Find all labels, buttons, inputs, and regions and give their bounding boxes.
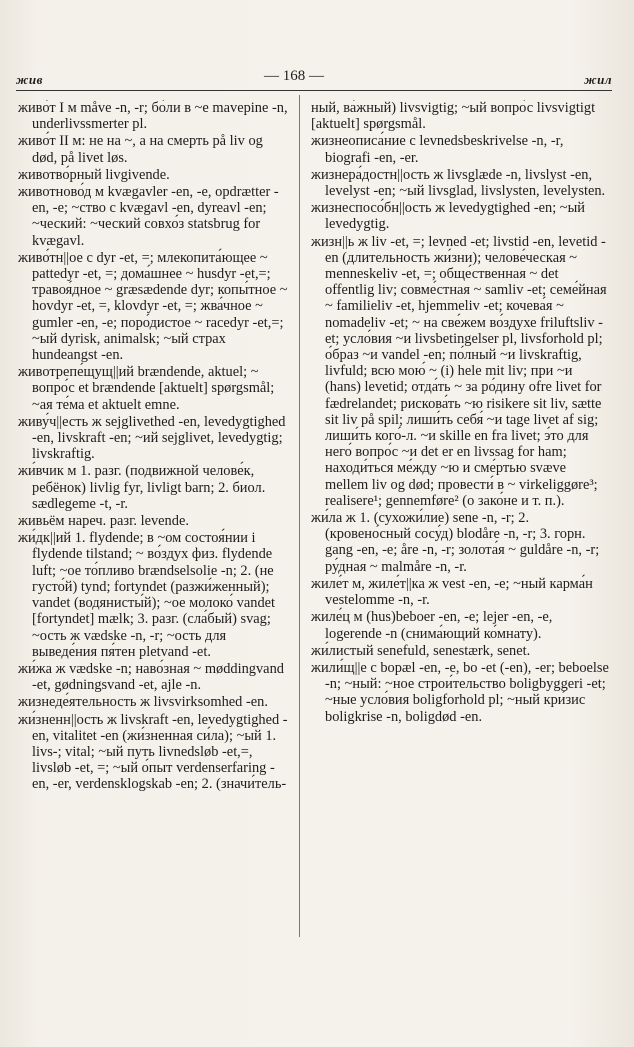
dictionary-entry: живу́ч||есть ж sejglivethed -en, levedygtighed -en, livskraft -en; ~ий sejglivet, levedygtig; livskraftig. <box>18 413 286 463</box>
dictionary-entry: жили́щ||е с bopæl -en, -e, bo -et (-en), -er; beboelse -n; ~ный: ~ное строи́тельство boligbyggeri -et; ~ные усло́вия boligforhold pl; ~ный кри́зис boligkrise -n, boligdød -en. <box>311 659 609 725</box>
dictionary-entry: жи́зненн||ость ж livskraft -en, levedygtighed -en, vitalitet -en (жи́зненная си́ла); ~ый 1. livs-; vital; ~ый путь livnedsløb -et,=, livsløb -et, =; ~ый о́пыт verdenserfaring -en, -er, verdensklogskab -en; 2. (значи́тель- <box>18 711 288 793</box>
dictionary-entry: живьём нареч. разг. levende. <box>18 513 189 530</box>
dictionary-entry: жизнера́достн||ость ж livsglæde -n, livslyst -en, levelyst -en; ~ый livsglad, livslysten, levelysten. <box>311 166 606 200</box>
right-running-headword: жил <box>584 72 612 87</box>
dictionary-entry: жи́дк||ий 1. flydende; в ~ом состоя́нии i flydende tilstand; ~ во́здух физ. flydende luft; ~ое то́пливо brændselsolie -n; 2. (не густо́й) tynd; fortyndet (разжи́женный); vandet (водянисты́й); ~ое молоко́ vandet [fortyndet] mælk; 3. разг. (сла́бый) svag; ~ость ж vædske -n, -r; ~ость для выведе́ния пя́тен pletvand -et. <box>18 530 276 660</box>
dictionary-entry: жизнеде́ятельность ж livsvirksomhed -en. <box>18 694 268 711</box>
dictionary-entry: жи́жа ж vædske -n; наво́зная ~ møddingvand -et, gødningsvand -et, ajle -n. <box>18 660 284 694</box>
dictionary-entry: жи́листый senefuld, senestærk, senet. <box>311 642 531 659</box>
dictionary-entry: животво́рный livgivende. <box>18 166 170 183</box>
dictionary-entry: жи́вчик м 1. разг. (подвижной челове́к, ребёнок) livlig fyr, livligt barn; 2. биол. sædlegeme -t, -r. <box>18 463 266 512</box>
left-running-headword: жив <box>16 72 43 87</box>
dictionary-entry: жиле́ц м (hus)beboer -en, -e; lejer -en, -e, logerende -n (снима́ющий ко́мнату). <box>311 609 553 642</box>
page-header <box>16 66 612 86</box>
header-rule <box>16 90 612 91</box>
dictionary-entry: жизн||ь ж liv -et, =; levned -et; livstid -en, levetid -en (длительность жи́зни); челове́ческая ~ menneskeliv -et, =; обще́ственная ~ det offentlig liv; совме́стная ~ samliv -et; семе́йная ~ familieliv -et, hjemmeliv -et; кочева́я ~ nomadeliv -et; ~ на све́жем во́здухе friluftsliv -et; усло́вия ~и livsbetingelser pl, livsforhold pl; о́браз ~и vandel -en; по́лный ~и livskraftig, livfuld; всю мою́ ~ (i) hele mit liv; при ~и (hans) levetid; отда́ть ~ за ро́дину ofre livet for fædrelandet; рискова́ть ~ю risikere sit liv, sætte sit liv på spil; лиши́ть себя́ ~и tage livet af sig; лиши́ть кого́-л. ~и skille en fra livet; э́то для него́ вопро́с ~и det er en livssag for ham; находи́ться ме́жду ~ю и сме́ртью svæve mellem liv og død; провести́ в ~ virkeliggøre³; realisere¹; gennemføre² (о зако́не и т. п.). <box>311 233 607 509</box>
dictionary-entry: живо́т II м: не на ~, а на смерть på liv og død, på livet løs. <box>18 133 263 166</box>
dictionary-entry: живо́тн||ое с dyr -et, =; млекопита́ющее ~ pattedyr -et, =; дома́шнее ~ husdyr -et,=; травоя́дное ~ græsædende dyr; копы́тное ~ hovdyr -et, =, klovdyr -et, =; жва́чное ~ gumler -en, -e; поро́дистое ~ racedyr -et,=; ~ый dyrisk, animalsk; ~ый страх hundeangst -en. <box>18 249 288 364</box>
dictionary-entry: жиле́т м, жиле́т||ка ж vest -en, -e; ~ный карма́н vestelomme -n, -r. <box>311 575 593 609</box>
dictionary-entry: жи́ла ж 1. (сухожи́лие) sene -n, -r; 2. (кровено́сный сосу́д) blodåre -n, -r; 3. горн. gang -en, -e; åre -n, -r; золота́я ~ guldåre -n, -r; ру́дная ~ malmåre -n, -r. <box>311 510 600 575</box>
dictionary-entry-continued: ный, ва́жный) livsvigtig; ~ый вопро́с livsvigtigt [aktuelt] spørgsmål. <box>311 100 596 133</box>
page-number: — 168 — <box>264 68 324 84</box>
dictionary-entry: животново́д м kvægavler -en, -e, opdrætter -en, -e; ~ство с kvægavl -en, dyreavl -en; ~ческий: ~ческий совхо́з statsbrug for kvægavl. <box>18 184 279 249</box>
dictionary-entry: жизнеописа́ние с levnedsbeskrivelse -n, -r, biografi -en, -er. <box>311 133 564 166</box>
dictionary-entry: животрепе́щущ||ий brændende, aktuel; ~ вопро́с et brændende [aktuelt] spørgsmål; ~ая те́ма et aktuelt emne. <box>18 364 275 413</box>
dictionary-entry: жизнеспосо́бн||ость ж levedygtighed -en; ~ый levedygtig. <box>311 200 585 233</box>
left-column <box>18 100 290 794</box>
column-divider <box>299 95 300 937</box>
right-column <box>311 100 611 726</box>
dictionary-entry: живо́т I м måve -n, -r; бо́ли в ~е mavepine -n, underlivssmerter pl. <box>18 100 288 133</box>
